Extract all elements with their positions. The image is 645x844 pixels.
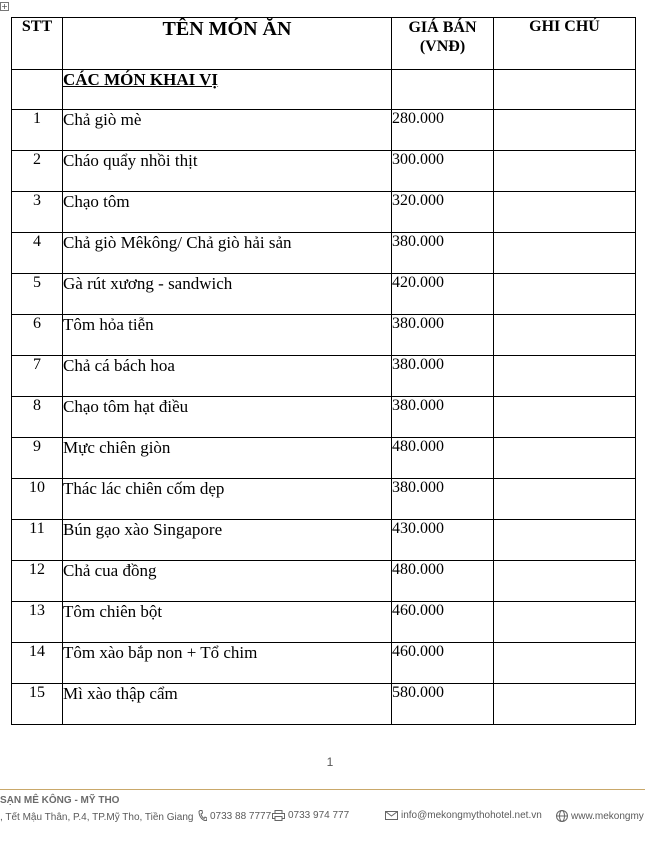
row-stt: 3 [12,192,63,233]
row-dish-name: Chả giò Mêkông/ Chả giò hải sản [63,233,392,274]
row-note [494,520,636,561]
row-dish-name: Tôm hỏa tiễn [63,315,392,356]
row-dish-name: Mì xào thập cẩm [63,684,392,725]
section-title: CÁC MÓN KHAI VỊ [63,70,392,110]
table-row [12,561,636,602]
row-dish-name: Mực chiên giòn [63,438,392,479]
row-price: 480.000 [392,561,494,602]
row-price: 380.000 [392,233,494,274]
row-stt: 15 [12,684,63,725]
row-stt: 6 [12,315,63,356]
row-dish-name: Chạo tôm [63,192,392,233]
row-stt: 14 [12,643,63,684]
table-row [12,151,636,192]
row-dish-name: Bún gạo xào Singapore [63,520,392,561]
row-price: 460.000 [392,643,494,684]
row-note [494,192,636,233]
section-stt-cell [12,70,63,110]
page-footer [0,795,645,835]
phone-icon [198,810,207,822]
row-stt: 4 [12,233,63,274]
row-stt: 1 [12,110,63,151]
row-note [494,561,636,602]
table-row [12,315,636,356]
row-dish-name: Cháo quẩy nhồi thịt [63,151,392,192]
row-note [494,233,636,274]
row-stt: 2 [12,151,63,192]
row-dish-name: Thác lác chiên cốm dẹp [63,479,392,520]
section-note-cell [494,70,636,110]
row-note [494,438,636,479]
row-price: 300.000 [392,151,494,192]
footer-website-url[interactable]: www.mekongmy [571,810,644,822]
globe-icon [556,810,568,822]
footer-address: , Tết Mậu Thân, P.4, TP.Mỹ Tho, Tiền Giang [0,812,194,823]
table-row [12,397,636,438]
row-note [494,110,636,151]
row-dish-name: Tôm xào bắp non + Tổ chim [63,643,392,684]
footer-website[interactable] [556,810,644,822]
header-stt: STT [12,18,63,70]
row-stt: 12 [12,561,63,602]
row-price: 380.000 [392,397,494,438]
table-row [12,684,636,725]
table-row [12,274,636,315]
footer-email-address[interactable]: info@mekongmythohotel.net.vn [401,810,542,821]
row-price: 480.000 [392,438,494,479]
table-row [12,643,636,684]
row-note [494,151,636,192]
row-stt: 13 [12,602,63,643]
section-price-cell [392,70,494,110]
row-price: 280.000 [392,110,494,151]
footer-fax-number: 0733 974 777 [288,810,350,821]
row-stt: 5 [12,274,63,315]
row-dish-name: Tôm chiên bột [63,602,392,643]
table-row [12,356,636,397]
menu-table [11,17,636,725]
table-header-row [12,18,636,70]
footer-email[interactable] [385,810,542,821]
row-stt: 7 [12,356,63,397]
row-dish-name: Chạo tôm hạt điều [63,397,392,438]
row-price: 580.000 [392,684,494,725]
row-price: 380.000 [392,356,494,397]
footer-phone-number: 0733 88 7777 [210,810,272,822]
header-price-line1: GIÁ BÁN [408,19,477,36]
row-price: 320.000 [392,192,494,233]
row-dish-name: Gà rút xương - sandwich [63,274,392,315]
row-stt: 9 [12,438,63,479]
row-dish-name: Chả cua đồng [63,561,392,602]
table-row [12,233,636,274]
row-note [494,479,636,520]
table-row [12,602,636,643]
row-stt: 10 [12,479,63,520]
table-row [12,520,636,561]
email-icon [385,811,398,820]
row-stt: 11 [12,520,63,561]
row-note [494,315,636,356]
table-row [12,110,636,151]
footer-divider [0,789,645,790]
header-dish-name: TÊN MÓN ĂN [63,18,392,70]
row-price: 420.000 [392,274,494,315]
row-note [494,356,636,397]
table-row [12,438,636,479]
footer-fax [272,810,349,821]
row-note [494,397,636,438]
row-price: 460.000 [392,602,494,643]
row-dish-name: Chả cá bách hoa [63,356,392,397]
table-row [12,192,636,233]
row-note [494,643,636,684]
table-move-handle-icon[interactable]: + [1,2,8,11]
row-price: 380.000 [392,479,494,520]
row-price: 380.000 [392,315,494,356]
row-note [494,274,636,315]
header-price [392,18,494,70]
row-stt: 8 [12,397,63,438]
fax-icon [272,810,285,821]
row-dish-name: Chả giò mè [63,110,392,151]
footer-phone [198,810,271,822]
row-note [494,684,636,725]
header-note: GHI CHÚ [494,18,636,70]
table-row [12,479,636,520]
header-price-line2: (VNĐ) [419,38,466,55]
page-number: 1 [326,755,334,769]
footer-hotel-name: SẠN MÊ KÔNG - MỸ THO [0,795,120,806]
section-row [12,70,636,110]
row-price: 430.000 [392,520,494,561]
row-note [494,602,636,643]
